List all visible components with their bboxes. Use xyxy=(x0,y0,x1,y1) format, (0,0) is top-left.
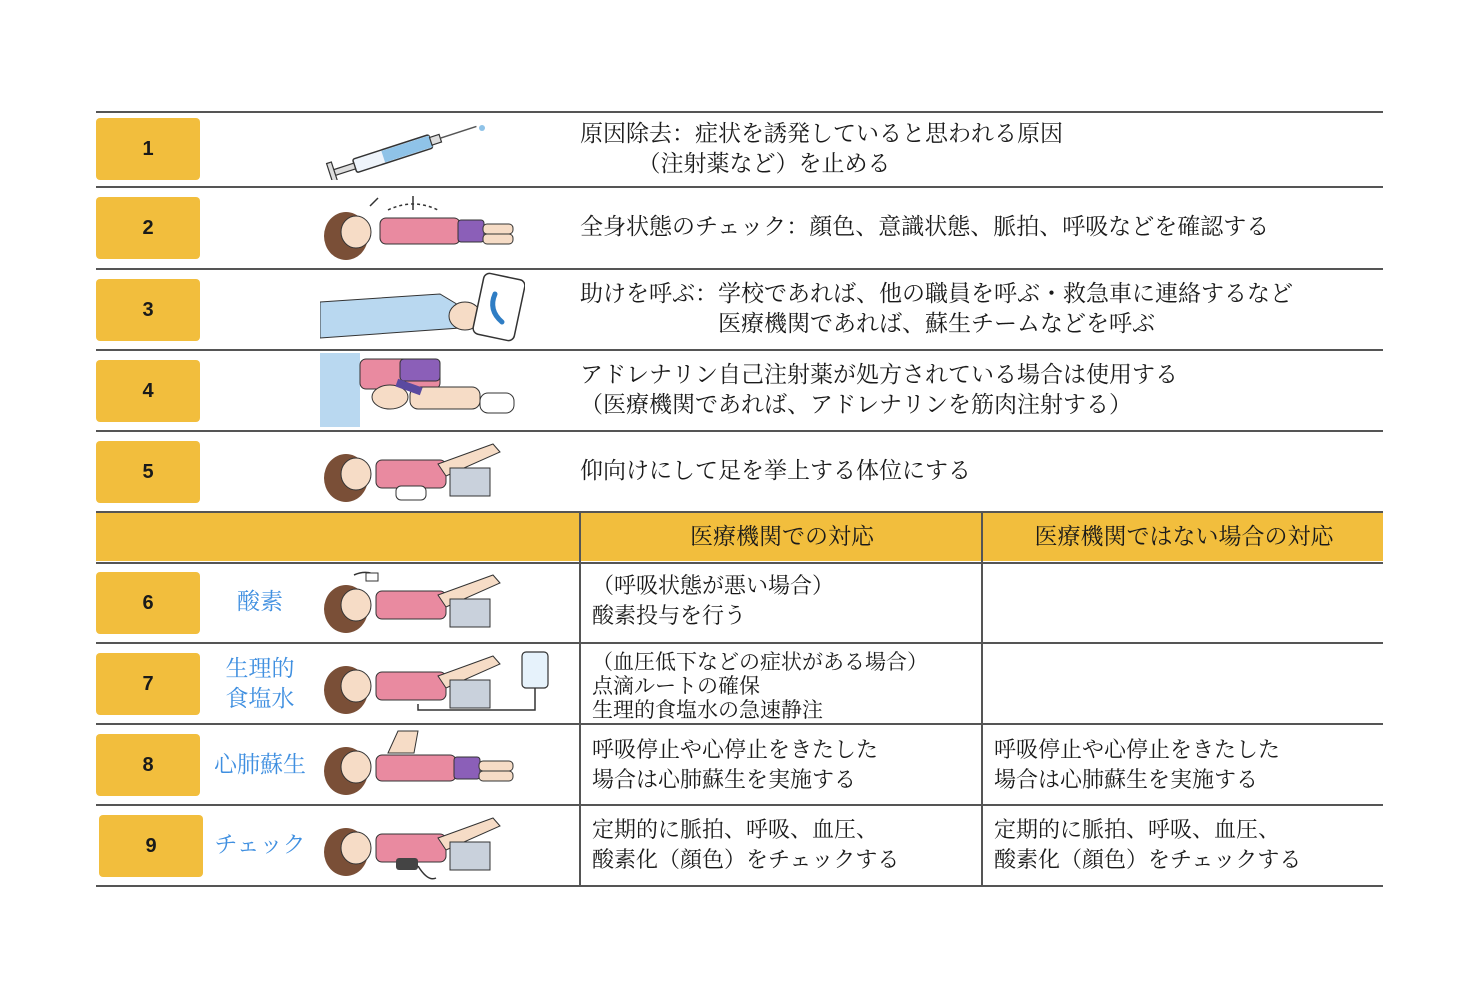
step-number: 8 xyxy=(96,734,200,796)
row-divider xyxy=(96,723,1383,725)
step-number: 6 xyxy=(96,572,200,634)
table-cell-nonmedical: 定期的に脈拍、呼吸、血圧、 酸素化（顔色）をチェックする xyxy=(994,818,1302,873)
step-number: 5 xyxy=(96,441,200,503)
step-number: 1 xyxy=(96,118,200,180)
oxygen-patient-icon xyxy=(318,565,518,639)
step-text: 原因除去：症状を誘発していると思われる原因 （注射薬など）を止める xyxy=(580,121,1063,177)
table-cell-nonmedical: 呼吸停止や心停止をきたした 場合は心肺蘇生を実施する xyxy=(994,738,1281,793)
row-divider xyxy=(96,430,1383,432)
table-cell-medical: （呼吸状態が悪い場合） 酸素投与を行う xyxy=(592,574,835,629)
column-divider xyxy=(579,511,581,887)
table-cell-medical: （血圧低下などの症状がある場合） 点滴ルートの確保 生理的食塩水の急速静注 xyxy=(592,650,928,722)
row-divider xyxy=(96,562,1383,564)
row-label: 生理的 食塩水 xyxy=(225,656,295,712)
monitor-patient-icon xyxy=(318,808,518,884)
table-cell-medical: 定期的に脈拍、呼吸、血圧、 酸素化（顔色）をチェックする xyxy=(592,818,900,873)
row-divider xyxy=(96,186,1383,188)
step-number: 4 xyxy=(96,360,200,422)
phone-call-icon xyxy=(320,272,525,346)
header-col1: 医療機関での対応 xyxy=(690,524,874,550)
row-divider xyxy=(96,349,1383,351)
table-cell-medical: 呼吸停止や心停止をきたした 場合は心肺蘇生を実施する xyxy=(592,738,879,793)
injection-thigh-icon xyxy=(320,353,520,427)
step-number: 2 xyxy=(96,197,200,259)
step-number: 9 xyxy=(99,815,203,877)
step-text: アドレナリン自己注射薬が処方されている場合は使用する （医療機関であれば、アドレナリンを筋肉注射する） xyxy=(580,362,1178,418)
step-text: 助けを呼ぶ：学校であれば、他の職員を呼ぶ・救急車に連絡するなど 医療機関であれば、蘇生チームなどを呼ぶ xyxy=(580,281,1293,337)
header-col2: 医療機関ではない場合の対応 xyxy=(1034,524,1334,550)
row-divider xyxy=(96,268,1383,270)
syringe-icon xyxy=(322,118,492,180)
step-text: 仰向けにして足を挙上する体位にする xyxy=(580,458,971,484)
step-number: 7 xyxy=(96,653,200,715)
row-label: 酸素 xyxy=(237,589,283,615)
row-label: 心肺蘇生 xyxy=(214,752,306,778)
row-divider xyxy=(96,804,1383,806)
row-divider xyxy=(96,642,1383,644)
patient-check-icon xyxy=(318,190,528,266)
row-divider xyxy=(96,885,1383,887)
cpr-icon xyxy=(318,727,528,801)
row-divider xyxy=(96,111,1383,113)
iv-drip-icon xyxy=(318,646,558,722)
step-number: 3 xyxy=(96,279,200,341)
legs-raised-icon xyxy=(318,434,518,508)
column-divider xyxy=(981,511,983,887)
step-text: 全身状態のチェック：顔色、意識状態、脈拍、呼吸などを確認する xyxy=(580,214,1270,240)
row-label: チェック xyxy=(214,832,306,858)
